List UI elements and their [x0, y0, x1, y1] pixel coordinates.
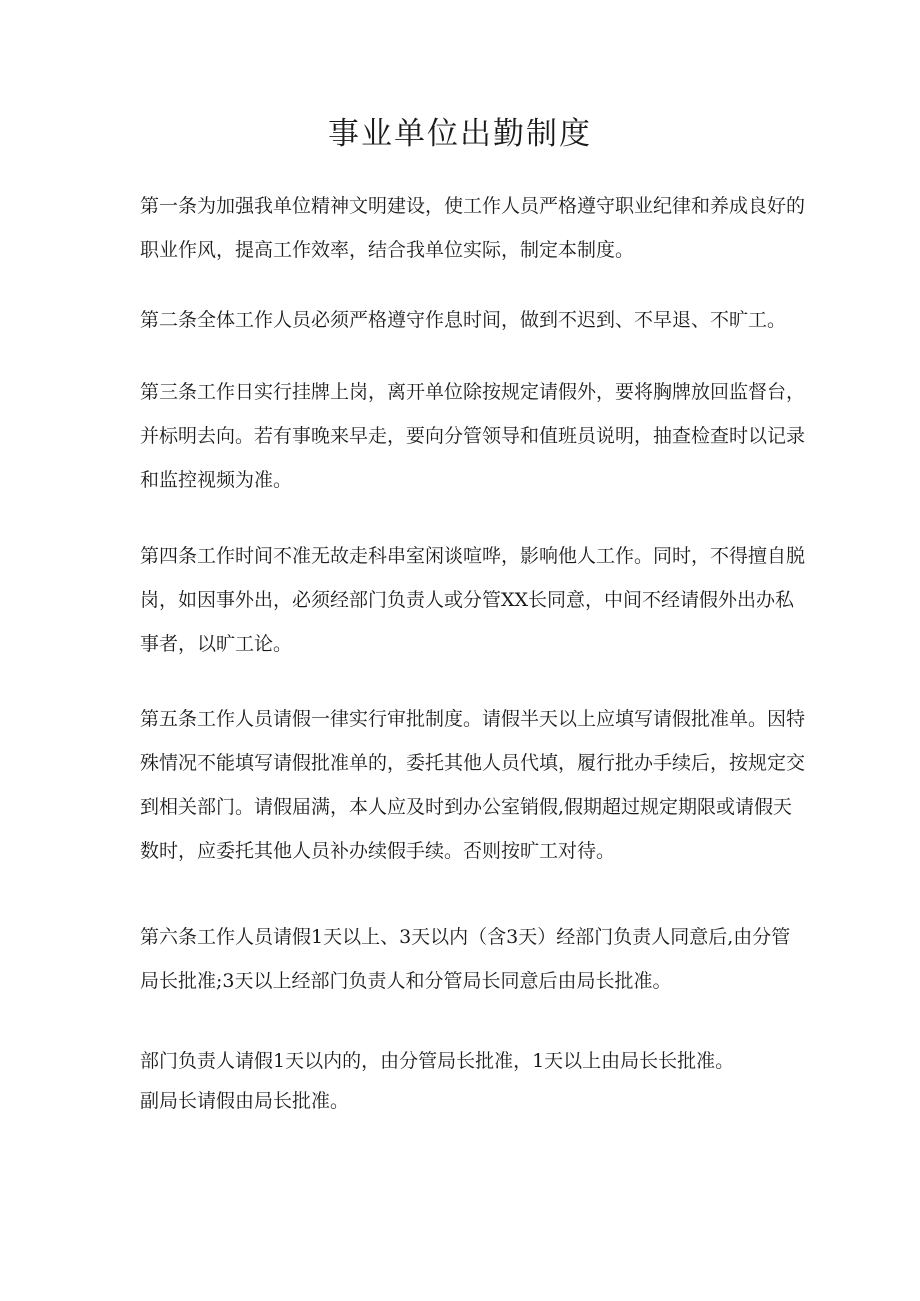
article-1-line-1: 第一条为加强我单位精神文明建设，使工作人员严格遵守职业纪律和养成良好的 [140, 195, 806, 217]
article-7-line-1: 部门负责人请假1天以内的，由分管局长批准，1天以上由局长长批准。 [140, 1050, 735, 1072]
article-5 [140, 697, 806, 873]
article-4-line-3: 事者，以旷工论。 [140, 633, 293, 655]
article-5-line-3: 到相关部门。请假届满，本人应及时到办公室销假,假期超过规定期限或请假天 [140, 796, 793, 818]
article-4-line-1: 第四条工作时间不准无故走科串室闲谈喧哗，影响他人工作。同时，不得擅自脱 [140, 545, 806, 567]
article-6 [140, 915, 795, 1003]
article-5-line-2: 殊情况不能填写请假批准单的，委托其他人员代填，履行批办手续后，按规定交 [140, 752, 806, 774]
article-1 [140, 184, 806, 272]
article-3-line-2: 并标明去向。若有事晚来早走，要向分管领导和值班员说明，抽查检查时以记录 [140, 425, 806, 447]
document-title: 事业单位出勤制度 [328, 116, 592, 152]
article-6-line-2: 局长批准;3天以上经部门负责人和分管局长同意后由局长批准。 [140, 970, 672, 992]
article-7-line-2: 副局长请假由局长批准。 [140, 1090, 350, 1112]
article-5-line-1: 第五条工作人员请假一律实行审批制度。请假半天以上应填写请假批准单。因特 [140, 708, 806, 730]
article-3-line-3: 和监控视频为准。 [140, 469, 293, 491]
article-1-line-2: 职业作风，提高工作效率，结合我单位实际，制定本制度。 [140, 239, 635, 261]
article-7 [140, 1041, 795, 1121]
article-4 [140, 534, 806, 666]
article-3 [140, 370, 806, 502]
article-5-line-4: 数时，应委托其他人员补办续假手续。否则按旷工对待。 [140, 840, 616, 862]
article-6-line-1: 第六条工作人员请假1天以上、3天以内（含3天）经部门负责人同意后,由分管 [140, 926, 791, 948]
article-2-line-1: 第二条全体工作人员必须严格遵守作息时间，做到不迟到、不早退、不旷工。 [140, 309, 787, 331]
article-3-line-1: 第三条工作日实行挂牌上岗，离开单位除按规定请假外，要将胸牌放回监督台， [140, 381, 806, 403]
article-2 [140, 298, 795, 342]
article-4-line-2: 岗，如因事外出，必须经部门负责人或分管XX长同意，中间不经请假外出办私 [140, 589, 795, 611]
